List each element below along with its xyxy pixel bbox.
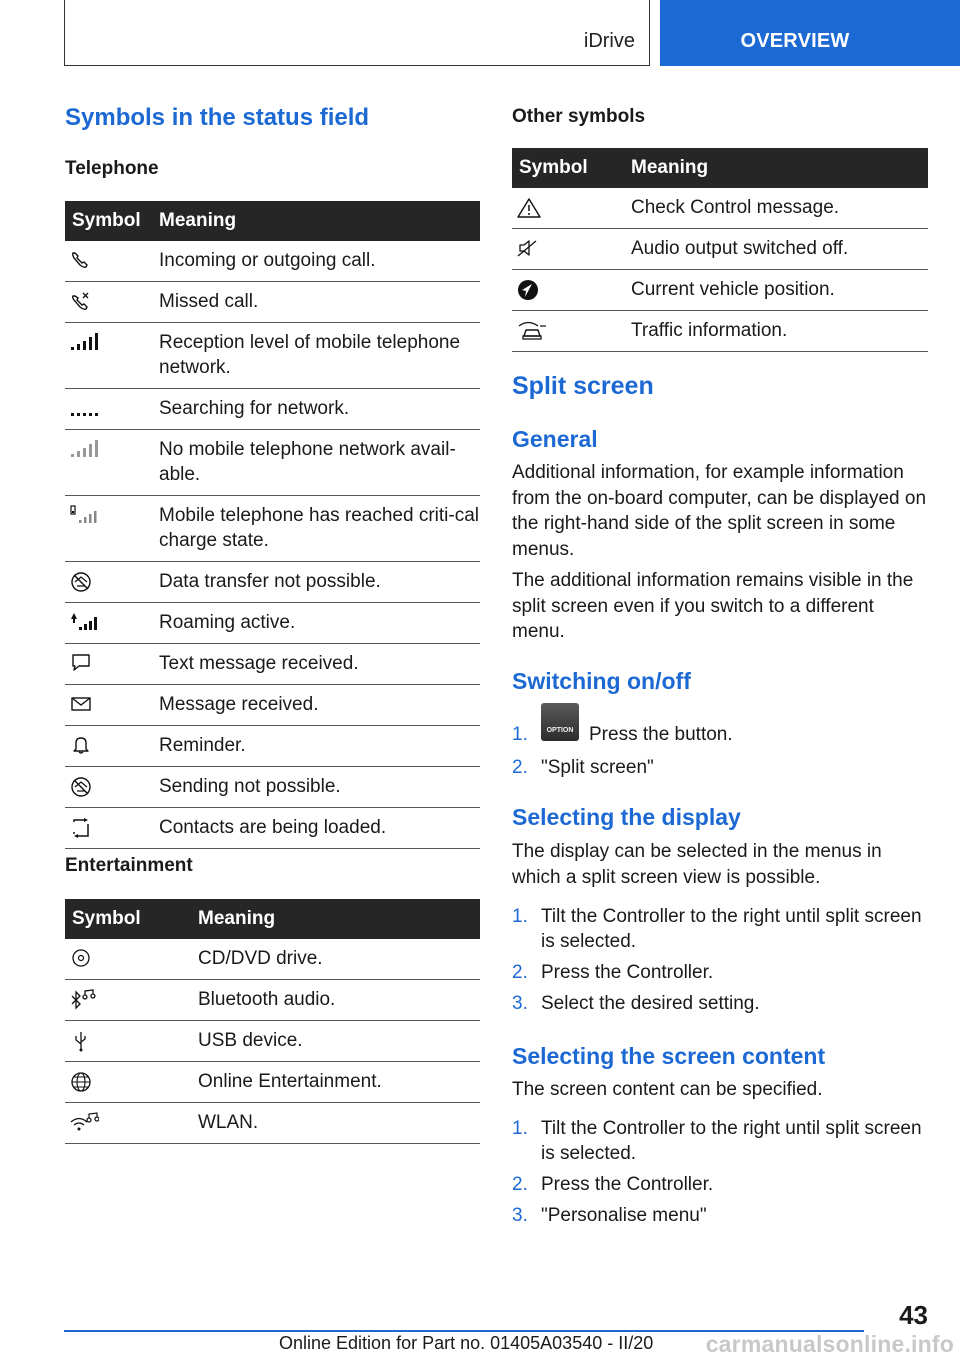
contacts-loading-icon <box>69 817 93 839</box>
bluetooth-audio-icon <box>69 989 97 1011</box>
table-row <box>65 496 480 562</box>
phone-icon <box>69 250 93 270</box>
col-meaning-header: Meaning <box>191 899 480 939</box>
sending-blocked-icon <box>69 776 95 798</box>
bell-icon <box>69 735 93 755</box>
meaning-cell: Searching for network. <box>152 389 480 430</box>
meaning-cell: Missed call. <box>152 282 480 323</box>
table-row <box>65 1103 480 1144</box>
option-button-icon <box>541 703 579 741</box>
meaning-cell: Current vehicle position. <box>624 270 928 311</box>
selecting-display-intro: The display can be selected in the menus in which a split screen view is possible. <box>512 841 882 888</box>
table-row <box>65 241 480 282</box>
col-symbol-header: Symbol <box>512 148 624 188</box>
meaning-cell: Online Entertainment. <box>191 1062 480 1103</box>
meaning-cell: CD/DVD drive. <box>191 939 480 980</box>
meaning-cell: Reminder. <box>152 726 480 767</box>
searching-dots-icon <box>69 398 99 418</box>
selecting-display-steps <box>512 904 928 1022</box>
table-row <box>512 311 928 352</box>
signal-none-icon <box>69 439 99 459</box>
meaning-cell: Check Control message. <box>624 188 928 229</box>
list-item <box>512 960 928 985</box>
step-number: 1. <box>512 1118 528 1139</box>
meaning-cell: Incoming or outgoing call. <box>152 241 480 282</box>
meaning-cell: Mobile telephone has reached criti-cal charge state. <box>152 496 480 562</box>
table-row <box>65 685 480 726</box>
watermark: carmanualsonline.info <box>705 1331 954 1357</box>
other-symbols-heading: Other symbols <box>512 106 646 127</box>
selecting-content-heading: Selecting the screen content <box>512 1043 826 1069</box>
table-row <box>65 1021 480 1062</box>
table-row <box>65 726 480 767</box>
footer-edition: Online Edition for Part no. 01405A03540 - II/20 <box>279 1333 654 1353</box>
selecting-content-intro: The screen content can be specified. <box>512 1079 823 1100</box>
list-item <box>512 755 928 780</box>
header-chapter-title: OVERVIEW <box>740 30 850 52</box>
split-screen-heading: Split screen <box>512 372 654 400</box>
step-number: 1. <box>512 906 528 927</box>
step-text: Press the button. <box>589 724 733 745</box>
list-item <box>512 722 928 747</box>
general-paragraph-2: The additional information remains visible in the split screen even if you switch to a different menu. <box>512 570 914 642</box>
selecting-content-steps <box>512 1116 928 1234</box>
general-paragraph-1: Additional information, for example information from the on-board computer, can be displayed on the right-hand side of the split screen in some menus. <box>512 462 927 560</box>
selecting-display-heading: Selecting the display <box>512 804 741 830</box>
meaning-cell: Bluetooth audio. <box>191 980 480 1021</box>
table-row <box>512 188 928 229</box>
col-meaning-header: Meaning <box>152 201 480 241</box>
table-header-row <box>65 899 480 939</box>
roaming-icon <box>69 612 99 632</box>
step-number: 2. <box>512 1174 528 1195</box>
general-heading: General <box>512 426 598 452</box>
table-row <box>65 323 480 389</box>
table-header-row <box>65 201 480 241</box>
table-row <box>512 229 928 270</box>
page-number: 43 <box>899 1300 928 1330</box>
list-item <box>512 1172 928 1197</box>
table-row <box>65 389 480 430</box>
list-item <box>512 904 928 954</box>
table-row <box>65 562 480 603</box>
text-message-icon <box>69 653 93 673</box>
step-text: Press the Controller. <box>541 1174 714 1195</box>
battery-critical-icon <box>69 505 99 525</box>
col-symbol-header: Symbol <box>65 201 152 241</box>
table-row <box>65 603 480 644</box>
table-row <box>512 270 928 311</box>
step-text: "Personalise menu" <box>541 1205 707 1226</box>
header-section-box <box>64 0 650 66</box>
table-row <box>65 644 480 685</box>
list-item <box>512 991 928 1016</box>
table-header-row <box>512 148 928 188</box>
option-button-label: OPTION <box>546 726 574 734</box>
table-row <box>65 939 480 980</box>
traffic-info-icon <box>516 320 548 342</box>
table-row <box>65 808 480 849</box>
wlan-icon <box>69 1112 99 1134</box>
list-item <box>512 1203 928 1228</box>
table-row <box>65 282 480 323</box>
meaning-cell: Contacts are being loaded. <box>152 808 480 849</box>
step-number: 3. <box>512 993 528 1014</box>
step-text: Press the Controller. <box>541 962 714 983</box>
envelope-icon <box>69 694 93 714</box>
meaning-cell: USB device. <box>191 1021 480 1062</box>
meaning-cell: WLAN. <box>191 1103 480 1144</box>
step-text: Tilt the Controller to the right until split screen is selected. <box>541 906 922 952</box>
meaning-cell: Message received. <box>152 685 480 726</box>
table-row <box>65 1062 480 1103</box>
signal-bars-icon <box>69 332 99 352</box>
vehicle-position-icon <box>516 279 540 301</box>
step-number: 2. <box>512 757 528 778</box>
switching-steps <box>512 722 928 786</box>
entertainment-table <box>65 899 480 1144</box>
meaning-cell: Data transfer not possible. <box>152 562 480 603</box>
header-chapter-tab <box>660 0 960 66</box>
table-row <box>65 430 480 496</box>
col-meaning-header: Meaning <box>624 148 928 188</box>
step-number: 3. <box>512 1205 528 1226</box>
disc-icon <box>69 948 93 968</box>
step-text: "Split screen" <box>541 757 654 778</box>
other-symbols-table <box>512 148 928 352</box>
speaker-muted-icon <box>516 238 542 258</box>
meaning-cell: Audio output switched off. <box>624 229 928 270</box>
step-text: Tilt the Controller to the right until split screen is selected. <box>541 1118 922 1164</box>
table-row <box>65 767 480 808</box>
step-number: 1. <box>512 724 528 745</box>
telephone-heading: Telephone <box>65 158 159 179</box>
meaning-cell: Roaming active. <box>152 603 480 644</box>
meaning-cell: Text message received. <box>152 644 480 685</box>
meaning-cell: No mobile telephone network avail-able. <box>152 430 480 496</box>
status-field-heading: Symbols in the status field <box>65 104 370 131</box>
col-symbol-header: Symbol <box>65 899 191 939</box>
telephone-table <box>65 201 480 849</box>
header-section-title: iDrive <box>583 30 635 52</box>
online-entertainment-icon <box>69 1071 95 1093</box>
meaning-cell: Sending not possible. <box>152 767 480 808</box>
meaning-cell: Traffic information. <box>624 311 928 352</box>
table-row <box>65 980 480 1021</box>
switching-heading: Switching on/off <box>512 668 691 694</box>
meaning-cell: Reception level of mobile telephone network. <box>152 323 480 389</box>
warning-triangle-icon <box>516 197 542 219</box>
entertainment-heading: Entertainment <box>65 855 193 876</box>
list-item <box>512 1116 928 1166</box>
usb-icon <box>69 1030 93 1052</box>
missed-call-icon <box>69 291 93 311</box>
step-number: 2. <box>512 962 528 983</box>
data-blocked-icon <box>69 571 95 593</box>
step-text: Select the desired setting. <box>541 993 760 1014</box>
